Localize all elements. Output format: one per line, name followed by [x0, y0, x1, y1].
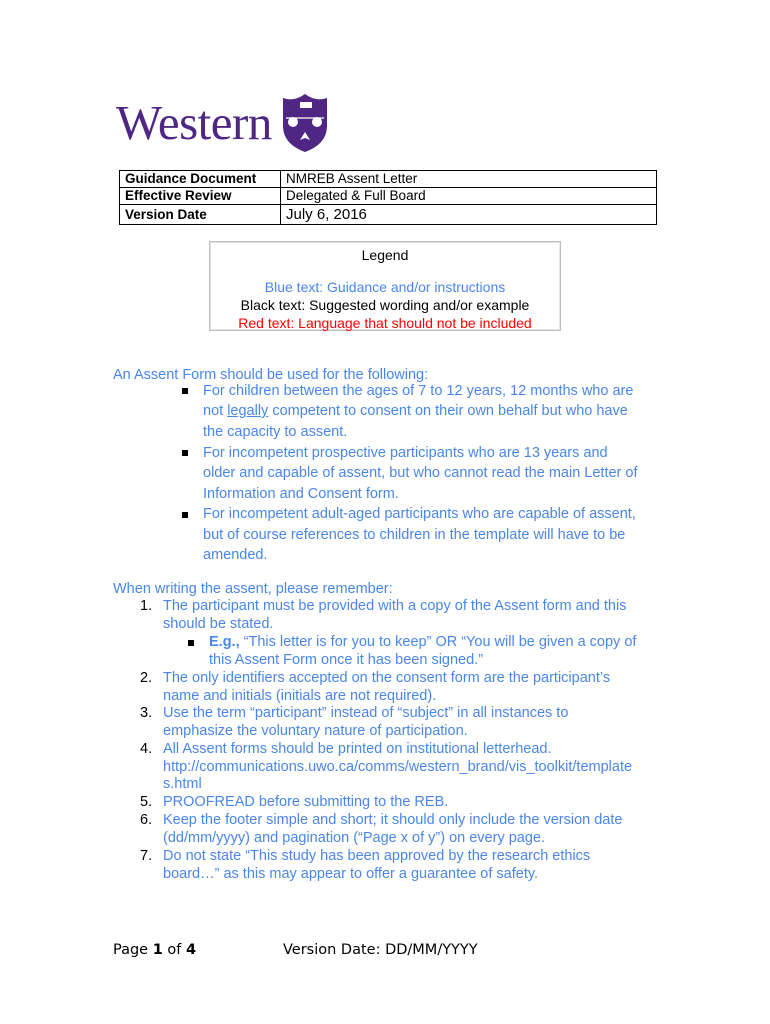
- item-number: 6.: [140, 812, 153, 828]
- item-6-line-1: Keep the footer simple and short; it should only include the version date: [163, 812, 623, 828]
- legend-red-line: Red text: Language that should not be included: [238, 315, 532, 331]
- bullet-1-line-1: For children between the ages of 7 to 12 years, 12 months who are: [203, 383, 634, 399]
- letterhead-url-line-1: http://communications.uwo.ca/comms/western_brand/vis_toolkit/template: [163, 759, 633, 775]
- item-number: 4.: [140, 741, 153, 757]
- document-info-table: [119, 170, 657, 225]
- bullet-marker: [182, 512, 188, 518]
- bullet-1-line-3: the capacity to assent.: [203, 424, 348, 440]
- crest-icon: [280, 92, 330, 154]
- guidance-document-label: Guidance Document: [120, 171, 281, 188]
- legally-underlined: legally: [227, 403, 269, 419]
- legend-black-line: Black text: Suggested wording and/or example: [240, 297, 530, 313]
- section2-intro: When writing the assent, please remember:: [113, 581, 393, 597]
- item-5-line-1: PROOFREAD before submitting to the REB.: [163, 794, 449, 810]
- item-number: 2.: [140, 670, 153, 686]
- legend-title: Legend: [361, 247, 409, 263]
- item-3-line-1: Use the term “participant” instead of “subject” in all instances to: [163, 705, 569, 721]
- legend-blue-line: Blue text: Guidance and/or instructions: [264, 279, 506, 295]
- bullet-3-line-2: but of course references to children in the template will have to be: [203, 527, 626, 543]
- item-7-line-2: board…” as this may appear to offer a guarantee of safety.: [163, 866, 539, 882]
- western-logo: [116, 92, 330, 154]
- bullet-marker: [182, 450, 188, 456]
- example-line-2: this Assent Form once it has been signed.”: [209, 652, 484, 668]
- bullet-2-line-1: For incompetent prospective participants who are 13 years and: [203, 445, 608, 461]
- table-row: [120, 188, 657, 205]
- version-date-label: Version Date: [120, 205, 281, 225]
- item-number: 5.: [140, 794, 153, 810]
- effective-review-label: Effective Review: [120, 188, 281, 205]
- item-number: 1.: [140, 598, 153, 614]
- bullet-marker: [182, 388, 188, 394]
- guidance-document-value: NMREB Assent Letter: [281, 171, 657, 188]
- effective-review-value: Delegated & Full Board: [281, 188, 657, 205]
- item-2-line-2: name and initials (initials are not required).: [163, 688, 437, 704]
- bullet-1-line-2: not legally competent to consent on their own behalf but who have: [203, 403, 628, 419]
- legend-box: [209, 241, 561, 331]
- item-2-line-1: The only identifiers accepted on the consent form are the participant’s: [163, 670, 611, 686]
- bullet-marker: [188, 640, 194, 646]
- item-1-line-2: should be stated.: [163, 616, 274, 632]
- item-number: 7.: [140, 848, 153, 864]
- bullet-2-line-3: Information and Consent form.: [203, 486, 399, 502]
- item-1-line-1: The participant must be provided with a copy of the Assent form and this: [163, 598, 627, 614]
- footer-version-date: Version Date: DD/MM/YYYY: [283, 942, 478, 958]
- item-4-line-1: All Assent forms should be printed on institutional letterhead.: [163, 741, 552, 757]
- letterhead-url-line-2: s.html: [163, 776, 202, 792]
- logo-wordmark: Western: [116, 95, 272, 150]
- table-row: [120, 205, 657, 225]
- item-number: 3.: [140, 705, 153, 721]
- table-row: [120, 171, 657, 188]
- example-bold-label: E.g.,: [209, 634, 240, 650]
- item-7-line-1: Do not state “This study has been approved by the research ethics: [163, 848, 591, 864]
- example-line-1: E.g., “This letter is for you to keep” OR “You will be given a copy of: [209, 634, 637, 650]
- bullet-3-line-1: For incompetent adult-aged participants who are capable of assent,: [203, 506, 636, 522]
- version-date-value: July 6, 2016: [281, 205, 657, 225]
- item-3-line-2: emphasize the voluntary nature of participation.: [163, 723, 468, 739]
- bullet-2-line-2: older and capable of assent, but who cannot read the main Letter of: [203, 465, 638, 481]
- section1-intro: An Assent Form should be used for the following:: [113, 367, 429, 383]
- page-number: Page 1 of 4: [113, 942, 197, 958]
- item-6-line-2: (dd/mm/yyyy) and pagination (“Page x of y”) on every page.: [163, 830, 546, 846]
- bullet-3-line-3: amended.: [203, 547, 268, 563]
